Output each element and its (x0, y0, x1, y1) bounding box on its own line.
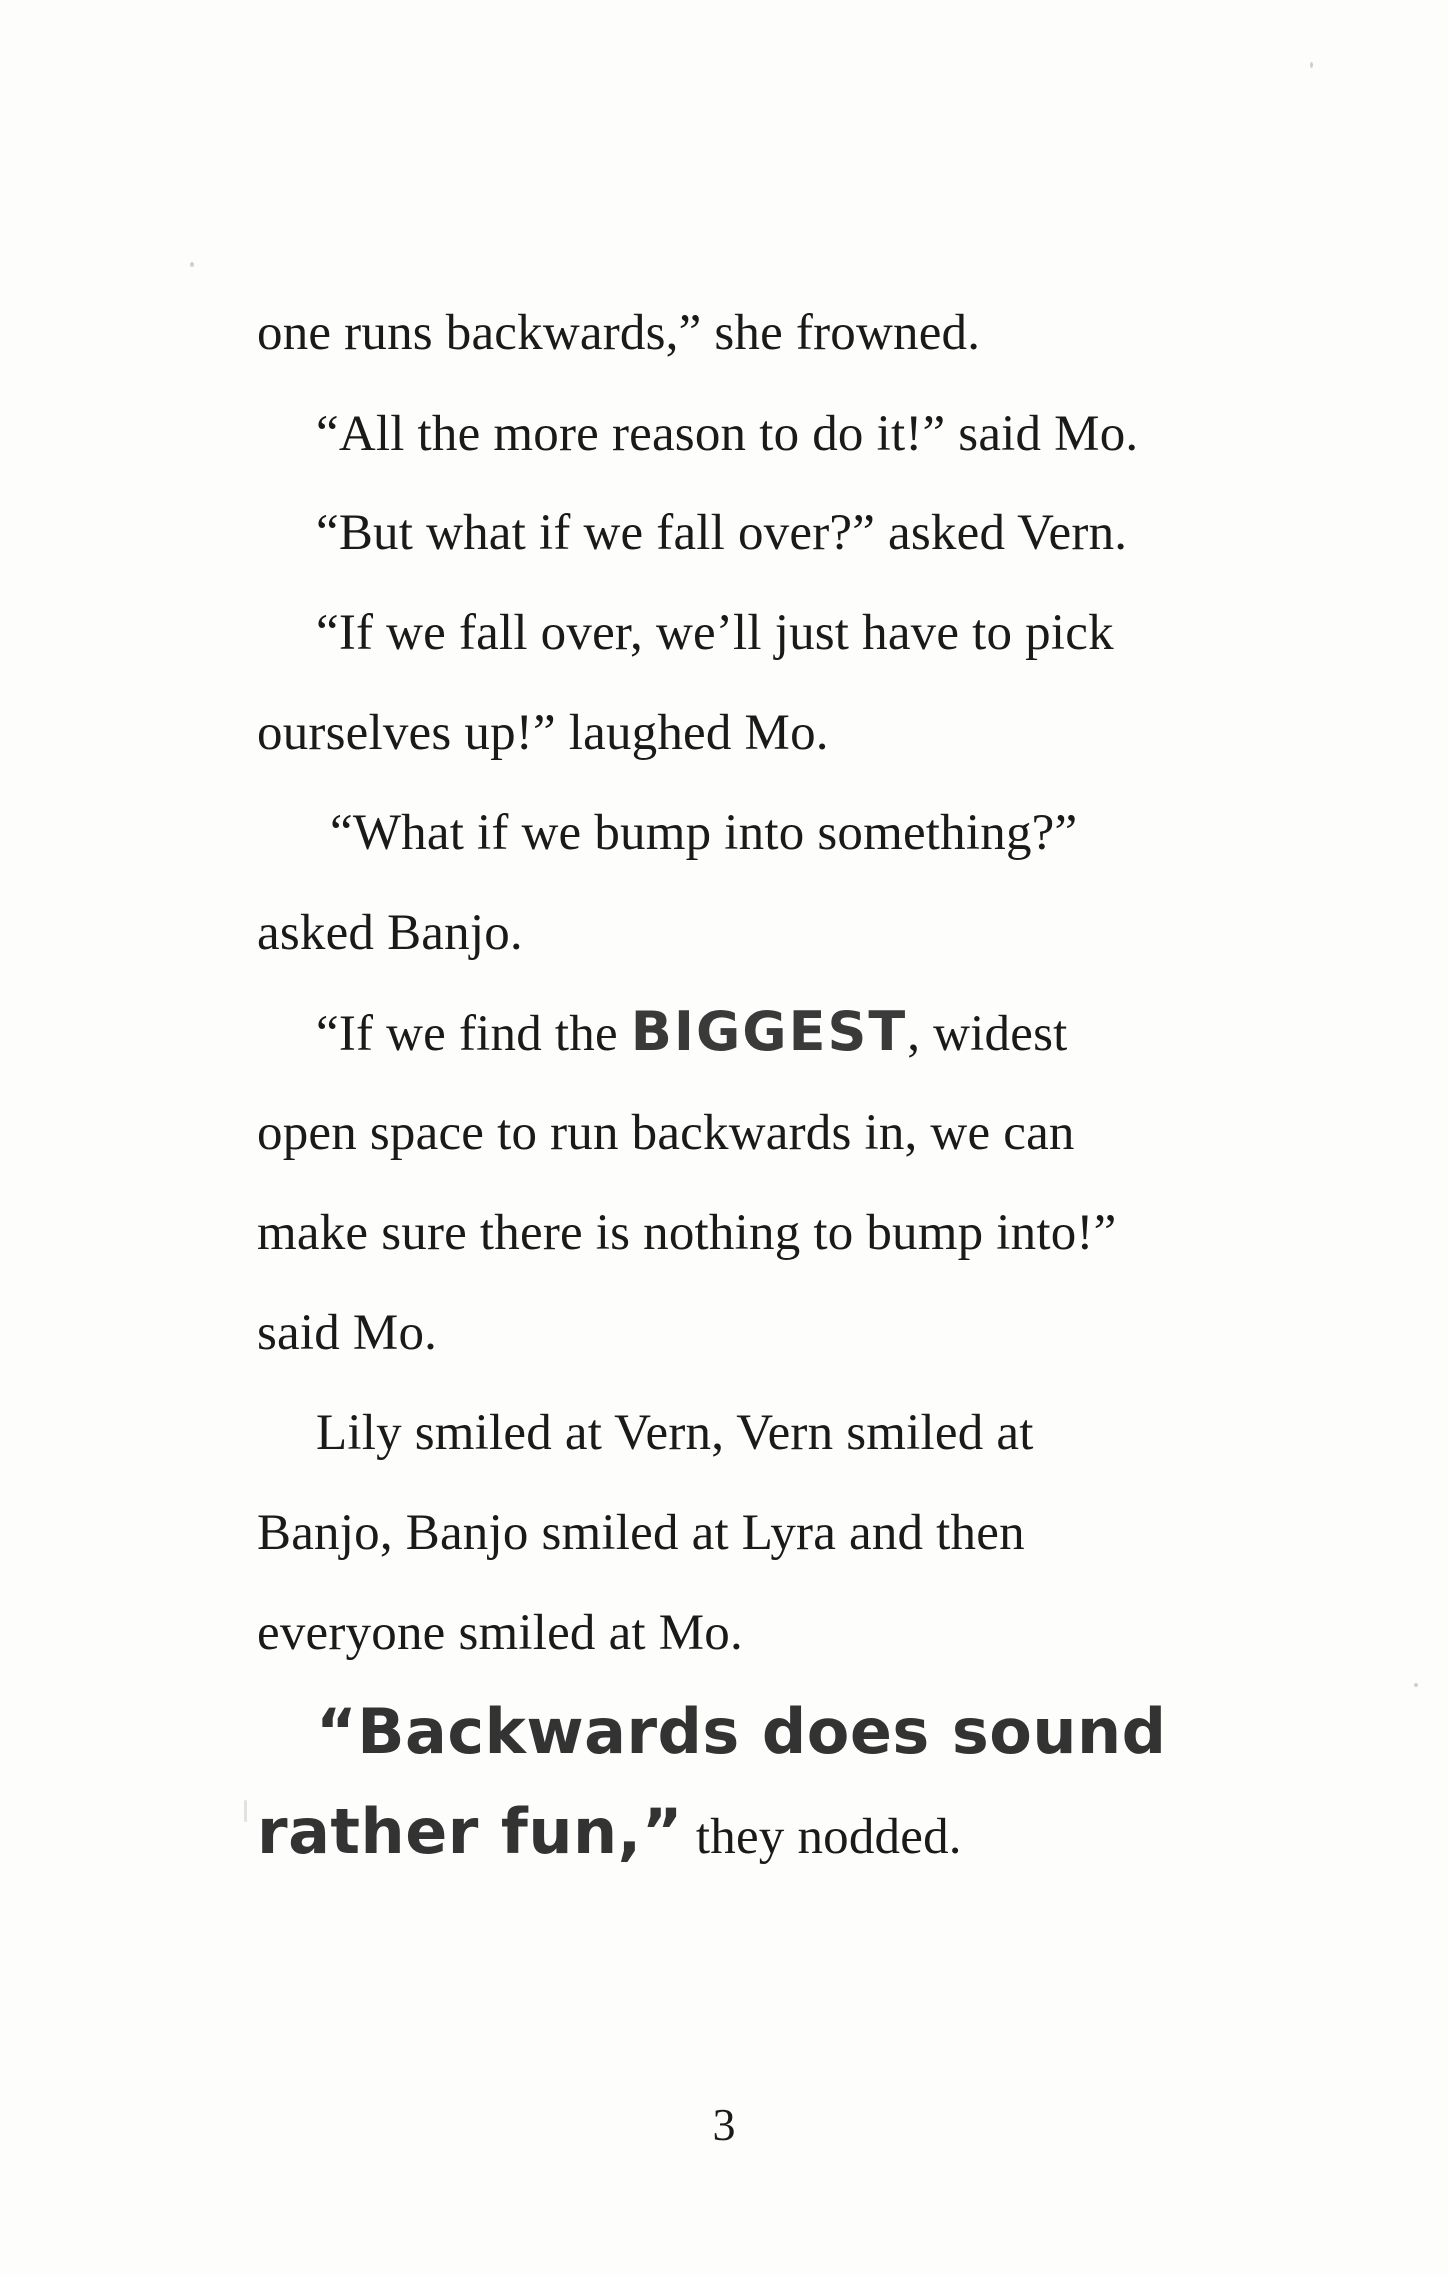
text-line-8-end: , widest (907, 1006, 1068, 1062)
scan-speck (244, 1800, 247, 1822)
text-line-10: make sure there is nothing to bump into!” (257, 1205, 1117, 1261)
text-line-13: Banjo, Banjo smiled at Lyra and then (257, 1505, 1025, 1561)
text-line-12: Lily smiled at Vern, Vern smiled at (316, 1405, 1034, 1461)
final-quote-rest: they nodded. (682, 1809, 962, 1865)
text-line-5: ourselves up!” laughed Mo. (257, 705, 829, 761)
text-line-4: “If we fall over, we’ll just have to pick (316, 605, 1114, 661)
final-quote-line-2 (257, 1793, 962, 1876)
text-line-7: asked Banjo. (257, 905, 523, 961)
emphasis-biggest: BIGGEST (630, 1000, 908, 1063)
text-line-8-start: “If we find the (316, 1006, 631, 1062)
final-quote-bold-1: “Backwards does sound (316, 1695, 1167, 1768)
scan-speck (1414, 1683, 1418, 1687)
final-quote-line-1 (316, 1693, 1167, 1776)
text-line-9: open space to run backwards in, we can (257, 1105, 1075, 1161)
text-line-3: “But what if we fall over?” asked Vern. (316, 505, 1128, 561)
scan-speck (1310, 62, 1313, 68)
final-quote-bold-2: rather fun,” (257, 1795, 683, 1868)
text-line-1: one runs backwards,” she frowned. (257, 305, 981, 361)
page-number: 3 (712, 2099, 736, 2150)
text-line-11: said Mo. (257, 1305, 438, 1361)
text-line-6: “What if we bump into something?” (330, 805, 1078, 861)
text-line-14: everyone smiled at Mo. (257, 1605, 743, 1661)
scan-speck (190, 262, 194, 267)
text-line-2: “All the more reason to do it!” said Mo. (316, 406, 1139, 462)
text-line-8 (316, 1002, 1068, 1064)
